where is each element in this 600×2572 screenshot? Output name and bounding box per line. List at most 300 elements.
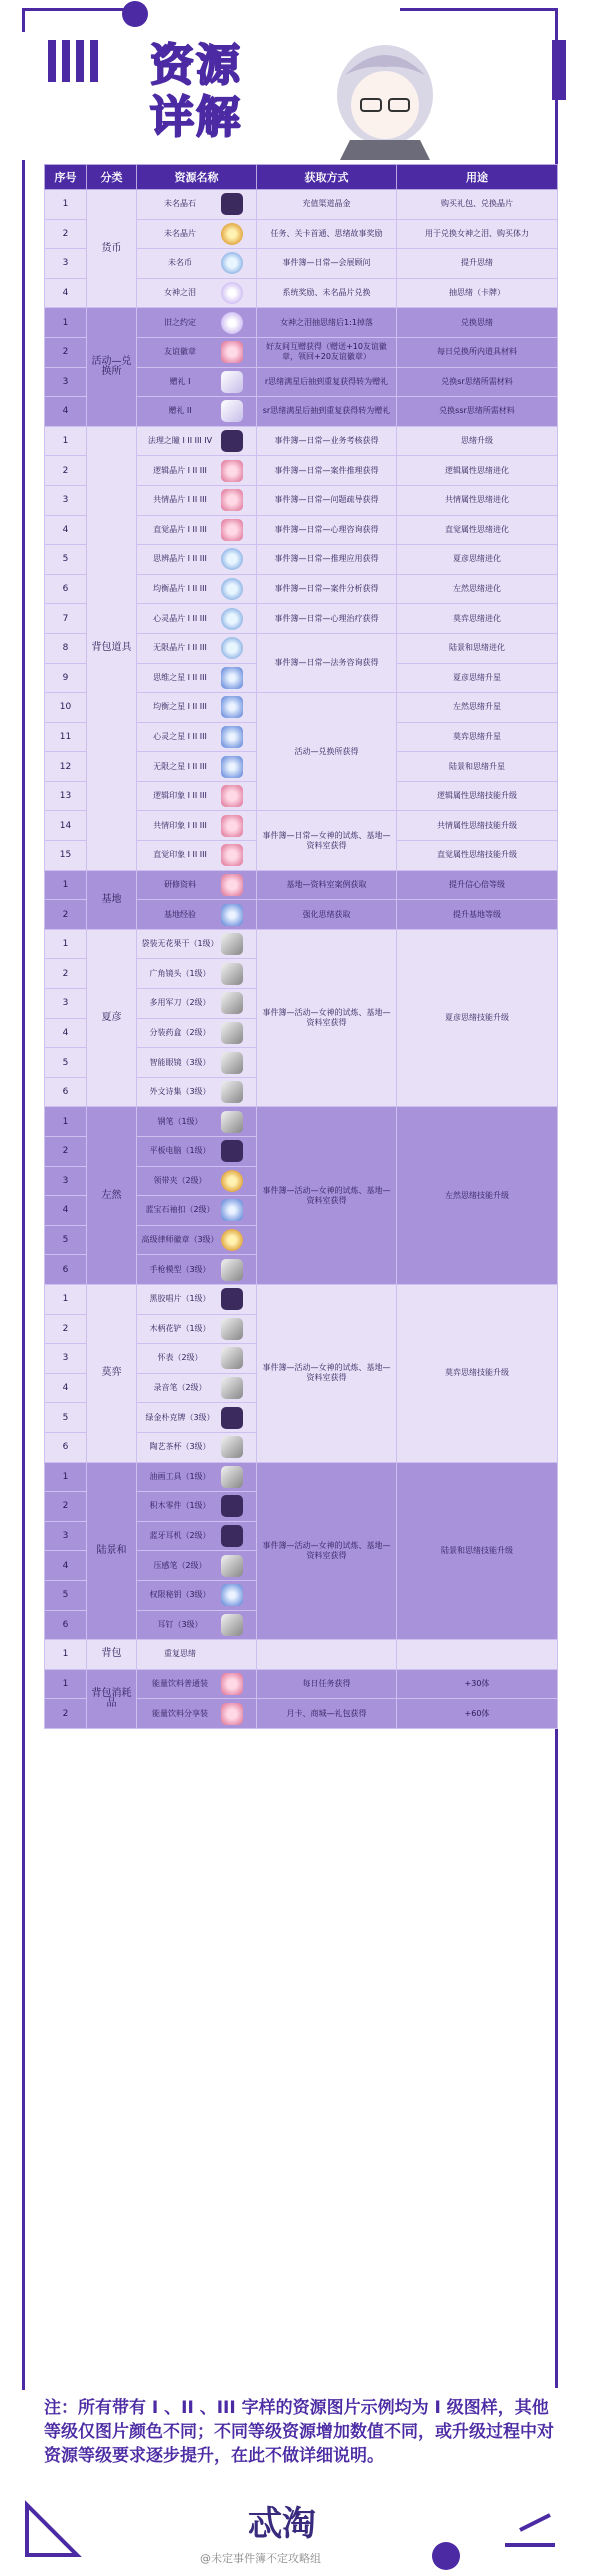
resource-table: [44, 164, 558, 1729]
cell-seq: 8: [45, 633, 87, 663]
bars-decoration: [48, 40, 104, 86]
resource-name: 共情晶片 I II III: [153, 495, 207, 505]
cell-name: [137, 929, 257, 959]
resource-name: 高级律师徽章（3级）: [141, 1235, 219, 1245]
cell-seq: 2: [45, 900, 87, 930]
cell-name: [137, 337, 257, 367]
cell-seq: 2: [45, 456, 87, 486]
resource-coin-icon: [221, 252, 243, 274]
cell-name: [137, 545, 257, 575]
resource-dark-icon: [221, 193, 243, 215]
cell-name: [137, 663, 257, 693]
cell-name: [137, 781, 257, 811]
cell-seq: 4: [45, 1196, 87, 1226]
resource-tool-icon: [221, 1111, 243, 1133]
cell-source: 事件簿—日常—案件推理获得: [257, 456, 397, 486]
table-row: [45, 1107, 558, 1137]
resource-tool-icon: [221, 1614, 243, 1636]
cell-seq: 2: [45, 959, 87, 989]
table-header-row: [45, 165, 558, 190]
cell-name: [137, 1107, 257, 1137]
resource-name: 手枪模型（3级）: [149, 1264, 211, 1274]
resource-pink-icon: [221, 460, 243, 482]
table-row: [45, 1669, 558, 1699]
cell-name: [137, 1669, 257, 1699]
cell-source: [257, 1640, 397, 1670]
cell-name: [137, 190, 257, 220]
cell-use: 夏彦思绪技能升级: [397, 929, 558, 1107]
cell-name: [137, 515, 257, 545]
cell-name: [137, 1640, 257, 1670]
resource-name: 木柄花铲（1级）: [149, 1323, 211, 1333]
cell-use: 直觉属性思绪技能升级: [397, 841, 558, 871]
cell-seq: 6: [45, 1610, 87, 1640]
cell-source: 事件簿—活动—女神的试炼、基地—资料室获得: [257, 1462, 397, 1640]
resource-dark-icon: [221, 1288, 243, 1310]
resource-name: 怀表（2级）: [157, 1353, 203, 1363]
cell-name: [137, 485, 257, 515]
resource-name: 思辨晶片 I II III: [153, 554, 207, 564]
cell-use: 抽思绪（卡牌）: [397, 278, 558, 308]
cell-seq: 6: [45, 1255, 87, 1285]
footnote: 注：所有带有 I 、II 、III 字样的资源图片示例均为 I 级图样，其他等级仅图片颜色不同；不同等级资源增加数值不同，或升级过程中对资源等级要求逐步提升，在此不做详细说明。: [44, 2398, 554, 2466]
header-use: 用途: [397, 165, 558, 190]
cell-name: [137, 811, 257, 841]
resource-name: 耳钉（3级）: [157, 1619, 203, 1629]
cell-seq: 3: [45, 367, 87, 397]
cell-name: [137, 1137, 257, 1167]
resource-coin-icon: [221, 608, 243, 630]
cell-name: [137, 1492, 257, 1522]
cell-source: 月卡、商城—礼包获得: [257, 1699, 397, 1729]
cell-name: [137, 604, 257, 634]
cell-use: 提升信心倍等级: [397, 870, 558, 900]
cell-seq: 5: [45, 1225, 87, 1255]
cell-category: 活动—兑换所: [87, 308, 137, 426]
resource-name: 未名晶石: [164, 199, 196, 209]
cell-seq: 1: [45, 1669, 87, 1699]
cell-source: 事件簿—日常—业务考核获得: [257, 426, 397, 456]
cell-source: 事件簿—活动—女神的试炼、基地—资料室获得: [257, 1107, 397, 1285]
resource-name: 陶艺茶杯（3级）: [149, 1442, 211, 1452]
cell-category: 基地: [87, 870, 137, 929]
resource-coin-icon: [221, 548, 243, 570]
resource-star-icon: [221, 726, 243, 748]
resource-name: 未名晶片: [164, 228, 196, 238]
cell-name: [137, 1432, 257, 1462]
cell-seq: 4: [45, 1018, 87, 1048]
resource-name: 女神之泪: [164, 288, 196, 298]
resource-name: 智能眼镜（3级）: [149, 1057, 211, 1067]
table-body: [45, 190, 558, 1729]
cell-name: [137, 1314, 257, 1344]
cell-name: [137, 308, 257, 338]
cell-use: 陆景和思绪升星: [397, 752, 558, 782]
cell-seq: 5: [45, 1403, 87, 1433]
cell-seq: 1: [45, 1640, 87, 1670]
cell-seq: 3: [45, 249, 87, 279]
resource-coin-icon: [221, 637, 243, 659]
cell-use: 提升思绪: [397, 249, 558, 279]
cell-name: [137, 1077, 257, 1107]
resource-name: 压感笔（2级）: [153, 1560, 207, 1570]
resource-star-icon: [221, 696, 243, 718]
cell-name: [137, 426, 257, 456]
cell-category: 陆景和: [87, 1462, 137, 1640]
title-line-1: 资源: [150, 40, 242, 91]
table-row: [45, 1640, 558, 1670]
cell-name: [137, 752, 257, 782]
cell-name: [137, 693, 257, 723]
cell-category: 夏彦: [87, 929, 137, 1107]
cell-use: 陆景和思绪技能升级: [397, 1462, 558, 1640]
cell-name: [137, 989, 257, 1019]
cell-source: 事件簿—日常—法务咨询获得: [257, 633, 397, 692]
cell-use: 夏彦思绪进化: [397, 545, 558, 575]
resource-name: 逻辑晶片 I II III: [153, 465, 207, 475]
resource-tool-icon: [221, 1081, 243, 1103]
resource-name: 共情印象 I II III: [153, 820, 207, 830]
cell-name: [137, 1048, 257, 1078]
resource-star-icon: [221, 1584, 243, 1606]
cell-use: 逻辑属性思绪进化: [397, 456, 558, 486]
cell-category: 背包: [87, 1640, 137, 1670]
resource-name: 油画工具（1级）: [149, 1471, 211, 1481]
cell-seq: 6: [45, 1077, 87, 1107]
resource-pink-icon: [221, 1673, 243, 1695]
cell-use: 夏彦思绪升星: [397, 663, 558, 693]
chibi-portrait-icon: [315, 35, 455, 160]
resource-star-icon: [221, 667, 243, 689]
cell-seq: 4: [45, 1373, 87, 1403]
table-row: [45, 190, 558, 220]
cell-seq: 1: [45, 1462, 87, 1492]
resource-name: 无限之星 I II III: [153, 761, 207, 771]
cell-source: 强化思绪获取: [257, 900, 397, 930]
title-line-2: 详解: [150, 92, 242, 143]
resource-name: 权限秘钥（3级）: [149, 1590, 211, 1600]
cell-seq: 1: [45, 426, 87, 456]
cell-source: 每日任务获得: [257, 1669, 397, 1699]
table-row: [45, 308, 558, 338]
resource-drop-icon: [221, 312, 243, 334]
header-name: 资源名称: [137, 165, 257, 190]
cell-name: [137, 1344, 257, 1374]
resource-name: 心灵晶片 I II III: [153, 613, 207, 623]
resource-tool-icon: [221, 1022, 243, 1044]
cell-seq: 4: [45, 1551, 87, 1581]
cell-name: [137, 219, 257, 249]
cell-use: 购买礼包、兑换晶片: [397, 190, 558, 220]
cell-use: 共情属性思绪技能升级: [397, 811, 558, 841]
dot-icon: [430, 2540, 462, 2572]
cell-use: 提升基地等级: [397, 900, 558, 930]
cell-name: [137, 278, 257, 308]
cell-name: [137, 367, 257, 397]
resource-gold-icon: [221, 223, 243, 245]
resource-name: 广角镜头（1级）: [149, 968, 211, 978]
right-bar-decoration: [552, 40, 566, 100]
cell-seq: 1: [45, 308, 87, 338]
resource-name: 均衡之星 I II III: [153, 702, 207, 712]
cell-source: 事件簿—活动—女神的试炼、基地—资料室获得: [257, 1284, 397, 1462]
resource-name: 赠礼 II: [168, 406, 192, 416]
resource-star-icon: [221, 904, 243, 926]
cell-name: [137, 870, 257, 900]
cell-name: [137, 574, 257, 604]
cell-seq: 9: [45, 663, 87, 693]
cell-seq: 3: [45, 1521, 87, 1551]
resource-name: 分装药盒（2级）: [149, 1027, 211, 1037]
cell-source: 充值渠道晶金: [257, 190, 397, 220]
resource-dark-icon: [221, 1140, 243, 1162]
resource-name: 重复思绪: [164, 1649, 196, 1659]
resource-tool-icon: [221, 1466, 243, 1488]
cell-use: 共情属性思绪进化: [397, 485, 558, 515]
resource-pink-icon: [221, 341, 243, 363]
cell-use: 直觉属性思绪进化: [397, 515, 558, 545]
resource-star-icon: [221, 756, 243, 778]
resource-dark-icon: [221, 1407, 243, 1429]
dot-icon: [120, 0, 150, 30]
cell-seq: 1: [45, 929, 87, 959]
cell-seq: 2: [45, 1492, 87, 1522]
table-row: [45, 870, 558, 900]
cell-use: 兑换ssr思绪所需材料: [397, 397, 558, 427]
cell-seq: 1: [45, 190, 87, 220]
cell-seq: 14: [45, 811, 87, 841]
resource-pink-icon: [221, 815, 243, 837]
resource-coin-icon: [221, 578, 243, 600]
resource-name: 旧之约定: [164, 317, 196, 327]
cell-use: +30体: [397, 1669, 558, 1699]
resource-name: 思维之星 I II III: [153, 672, 207, 682]
resource-gold-icon: [221, 1170, 243, 1192]
cell-seq: 6: [45, 1432, 87, 1462]
cell-seq: 3: [45, 1344, 87, 1374]
cell-category: 左然: [87, 1107, 137, 1285]
cell-seq: 4: [45, 397, 87, 427]
resource-tool-icon: [221, 933, 243, 955]
resource-name: 能量饮料普通装: [152, 1678, 208, 1688]
cell-use: 左然思绪技能升级: [397, 1107, 558, 1285]
cell-use: 用于兑换女神之泪、购买体力: [397, 219, 558, 249]
cell-name: [137, 722, 257, 752]
cell-use: 左然思绪升星: [397, 693, 558, 723]
cell-seq: 1: [45, 1107, 87, 1137]
resource-pink-icon: [221, 489, 243, 511]
resource-tool-icon: [221, 963, 243, 985]
resource-name: 外文诗集（3级）: [149, 1087, 211, 1097]
cell-seq: 3: [45, 1166, 87, 1196]
cell-name: [137, 456, 257, 486]
cell-source: 系统奖励、未名晶片兑换: [257, 278, 397, 308]
cell-seq: 4: [45, 515, 87, 545]
cell-seq: 4: [45, 278, 87, 308]
cell-seq: 2: [45, 1314, 87, 1344]
resource-tool-icon: [221, 1377, 243, 1399]
resource-name: 直觉印象 I II III: [153, 850, 207, 860]
cell-name: [137, 1462, 257, 1492]
cell-seq: 11: [45, 722, 87, 752]
cell-source: 事件簿—日常—心理治疗获得: [257, 604, 397, 634]
resource-name: 研修资料: [164, 879, 196, 889]
cell-name: [137, 1284, 257, 1314]
resource-name: 领带夹（2级）: [153, 1175, 207, 1185]
cell-seq: 5: [45, 1048, 87, 1078]
cell-name: [137, 959, 257, 989]
resource-pink-icon: [221, 844, 243, 866]
header-source: 获取方式: [257, 165, 397, 190]
cell-use: 莫弈思绪升星: [397, 722, 558, 752]
cell-name: [137, 1521, 257, 1551]
resource-tool-icon: [221, 1347, 243, 1369]
cell-seq: 15: [45, 841, 87, 871]
resource-tool-icon: [221, 1052, 243, 1074]
cell-source: 任务、关卡首通、思绪故事奖励: [257, 219, 397, 249]
resource-name: 能量饮料分享装: [152, 1708, 208, 1718]
resource-name: 平板电脑（1级）: [149, 1146, 211, 1156]
cell-source: 女神之泪抽思绪后1:1掉落: [257, 308, 397, 338]
resource-dark-icon: [221, 1495, 243, 1517]
table-row: [45, 1284, 558, 1314]
cell-seq: 5: [45, 1580, 87, 1610]
resource-name: 未名币: [168, 258, 192, 268]
cell-source: r思绪满星后抽到重复获得转为赠礼: [257, 367, 397, 397]
cell-name: [137, 1403, 257, 1433]
cell-name: [137, 1166, 257, 1196]
resource-item-icon: [221, 371, 243, 393]
resource-tool-icon: [221, 992, 243, 1014]
cell-category: 莫弈: [87, 1284, 137, 1462]
header: [0, 0, 600, 160]
table-row: [45, 1462, 558, 1492]
resource-name: 录音笔（2级）: [153, 1383, 207, 1393]
resource-name: 均衡晶片 I II III: [153, 584, 207, 594]
cell-seq: 3: [45, 989, 87, 1019]
resource-name: 心灵之星 I II III: [153, 731, 207, 741]
resource-pink-icon: [221, 519, 243, 541]
cell-seq: 1: [45, 1284, 87, 1314]
cell-name: [137, 1018, 257, 1048]
resource-item-icon: [221, 400, 243, 422]
cell-seq: 6: [45, 574, 87, 604]
cell-seq: 2: [45, 1137, 87, 1167]
cell-seq: 7: [45, 604, 87, 634]
cell-name: [137, 1580, 257, 1610]
resource-name: 蓝宝石袖扣（2级）: [145, 1205, 215, 1215]
slash-icon: [500, 2510, 560, 2550]
triangle-icon: [22, 2500, 82, 2560]
cell-name: [137, 1373, 257, 1403]
resource-dark-icon: [221, 430, 243, 452]
cell-seq: 1: [45, 870, 87, 900]
cell-source: 事件簿—日常—心理咨询获得: [257, 515, 397, 545]
resource-name: 友谊徽章: [164, 347, 196, 357]
cell-category: 背包道具: [87, 426, 137, 870]
resource-pink-icon: [221, 785, 243, 807]
resource-name: 蓝牙耳机（2级）: [149, 1531, 211, 1541]
table-row: [45, 929, 558, 959]
resource-name: 赠礼 I: [169, 376, 191, 386]
resource-name: 无限晶片 I II III: [153, 643, 207, 653]
cell-category: 背包消耗品: [87, 1669, 137, 1728]
cell-name: [137, 1551, 257, 1581]
cell-name: [137, 633, 257, 663]
cell-source: 事件簿—日常—女神的试炼、基地—资料室获得: [257, 811, 397, 870]
cell-source: 活动—兑换所获得: [257, 693, 397, 811]
cell-name: [137, 1225, 257, 1255]
cell-use: 左然思绪进化: [397, 574, 558, 604]
resource-tool-icon: [221, 1318, 243, 1340]
cell-seq: 12: [45, 752, 87, 782]
cell-use: 兑换sr思绪所需材料: [397, 367, 558, 397]
header-cat: 分类: [87, 165, 137, 190]
cell-name: [137, 900, 257, 930]
resource-tool-icon: [221, 1259, 243, 1281]
cell-name: [137, 397, 257, 427]
cell-seq: 2: [45, 1699, 87, 1729]
resource-pink-icon: [221, 874, 243, 896]
cell-source: 事件簿—日常—会展顾问: [257, 249, 397, 279]
resource-name: 直觉晶片 I II III: [153, 524, 207, 534]
cell-category: 货币: [87, 190, 137, 308]
resource-pink-icon: [221, 1703, 243, 1725]
cell-name: [137, 1610, 257, 1640]
resource-name: 钢笔（1级）: [157, 1116, 203, 1126]
cell-name: [137, 1255, 257, 1285]
cell-source: 事件簿—日常—推理应用获得: [257, 545, 397, 575]
cell-seq: 2: [45, 219, 87, 249]
resource-dark-icon: [221, 1525, 243, 1547]
cell-use: [397, 1640, 558, 1670]
resource-name: 绿金朴克牌（3级）: [145, 1412, 215, 1422]
cell-use: 每日兑换所内道具材料: [397, 337, 558, 367]
cell-use: 逻辑属性思绪技能升级: [397, 781, 558, 811]
cell-seq: 13: [45, 781, 87, 811]
cell-seq: 3: [45, 485, 87, 515]
resource-tool-icon: [221, 1436, 243, 1458]
cell-source: 基地—资料室案例获取: [257, 870, 397, 900]
cell-use: +60体: [397, 1699, 558, 1729]
logo: 忒淘: [248, 2504, 316, 2544]
cell-source: 事件簿—日常—案件分析获得: [257, 574, 397, 604]
cell-use: 莫弈思绪进化: [397, 604, 558, 634]
watermark: @未定事件簿不定攻略组: [200, 2552, 321, 2565]
cell-name: [137, 1699, 257, 1729]
cell-name: [137, 249, 257, 279]
resource-drop-icon: [221, 282, 243, 304]
resource-name: 袋装无花果干（1级）: [141, 939, 219, 949]
resource-name: 基地经验: [164, 909, 196, 919]
resource-gold-icon: [221, 1229, 243, 1251]
cell-seq: 5: [45, 545, 87, 575]
cell-use: 莫弈思绪技能升级: [397, 1284, 558, 1462]
cell-source: 事件簿—日常—问题疏导获得: [257, 485, 397, 515]
cell-use: 陆景和思绪进化: [397, 633, 558, 663]
cell-seq: 2: [45, 337, 87, 367]
cell-source: 好友间互赠获得（赠送+10友谊徽章，领回+20友谊徽章）: [257, 337, 397, 367]
table-row: [45, 426, 558, 456]
resource-name: 逻辑印象 I II III: [153, 791, 207, 801]
cell-use: 兑换思绪: [397, 308, 558, 338]
resource-tool-icon: [221, 1555, 243, 1577]
header-seq: 序号: [45, 165, 87, 190]
resource-name: 积木零件（1级）: [149, 1501, 211, 1511]
page-title: [150, 40, 280, 150]
cell-name: [137, 841, 257, 871]
cell-name: [137, 1196, 257, 1226]
